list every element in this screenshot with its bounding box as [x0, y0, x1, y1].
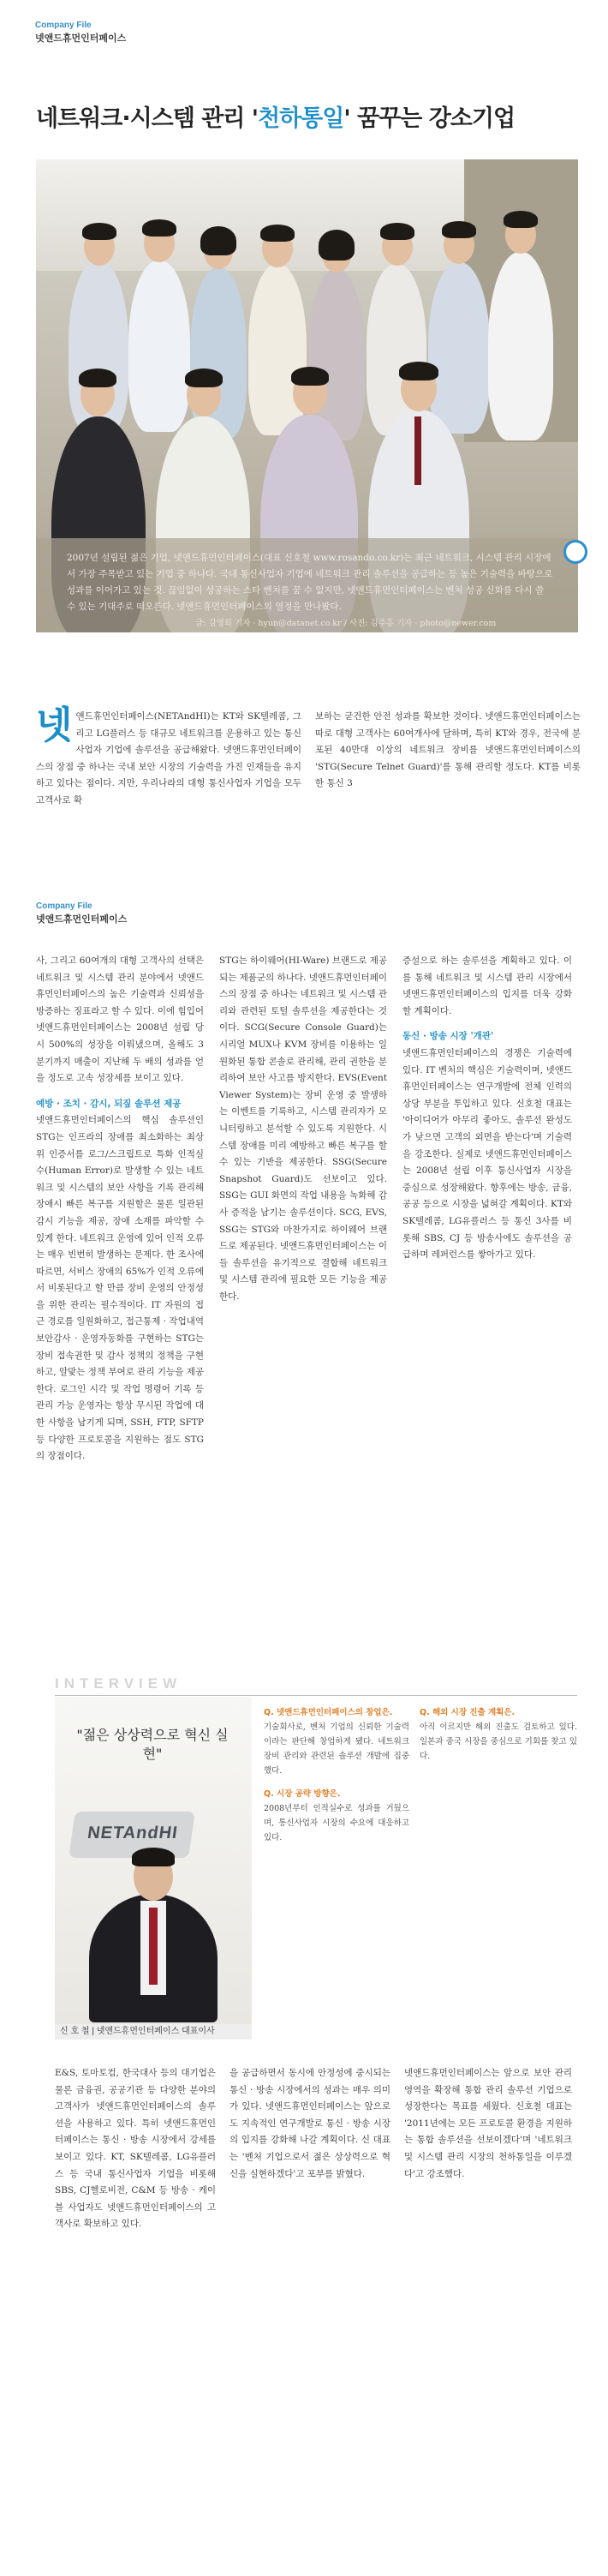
paragraph: STG는 하이웨어(HI-Ware) 브랜드로 제공되는 제품군의 하나다. 넷앤드휴먼인터페이스의 장점 중 하나는 네트워크 및 시스템 관리와 관련된 토털 솔루션을 제공한다는 것이다. SCG(Secure Console Guard)는 시리얼 MUX나 KVM 장비를 이용하는 일원화된 통합 콘솔로 관리해, 관리 권한을 분리하여 보안 사고를 방지한다. EVS(Event Viewer System)는 장비 운영 중 발생하는 이벤트를 기록하고, 시스템 관리자가 모니터링하고 분석할 수 있도록 지원한다. 시스템 장애를 미리 예방하고 빠른 복구를 할 수 있는 기반을 제공한다. SSG(Secure Snapshot Guard)도 선보이고 있다. SSG는 GUI 화면의 작업 내용을 녹화해 감사 증적을 남기는 솔루션이다. SCG, EVS, SSG는 STG와 마찬가지로 하이웨어 브랜드로 제공된다. 넷앤드휴먼인터페이스는 이들 솔루션을 유기적으로 결합해 네트워크 및 시스템 관리에 필요한 모든 기능을 제공한다. [219, 956, 387, 1302]
paragraph: 넷앤드휴먼인터페이스는 앞으로 보안 관리 영역을 확장해 통합 관리 솔루션 기업으로 성장한다는 목표를 세웠다. 신호철 대표는 '2011년에는 모든 프로토콜 환경을 지원하는 통합 솔루션을 선보이겠다'며 '네트워크 및 시스템 관리 시장의 천하통일을 이루겠다'고 강조했다. [404, 2068, 572, 2179]
person [128, 261, 190, 432]
person-hair [142, 219, 176, 237]
person-hair [504, 211, 538, 228]
photo-caption-box [36, 538, 578, 632]
paragraph: 증설으로 하는 솔루션을 계획하고 있다. 이를 통해 네트워크 및 시스템 관리 시장에서 넷앤드휴먼인터페이스의 입지를 더욱 강화할 계획이다. [402, 956, 572, 1016]
person [488, 252, 553, 440]
interview-quote: "젊은 상상력으로 혁신 실현" [76, 1727, 229, 1762]
question: Q. 시장 공략 방향은. [264, 1789, 341, 1799]
ceo-name-caption: 신 호 철 | 넷앤드휴먼인터페이스 대표이사 [55, 2024, 252, 2040]
question: Q. 해외 시장 진출 계획은. [420, 1708, 516, 1717]
page3-column-2 [229, 2065, 390, 2183]
section-subheading: 예방 · 조치 · 감시, 되짚 솔루션 제공 [36, 1098, 182, 1109]
interview-qa-col2 [420, 1705, 577, 2031]
person-hair [399, 362, 438, 380]
photo-credit: 글: 김영희 기자 · hyun@datanet.co.kr / 사진: 김주홍 기자 · photo@newer.com [195, 619, 497, 628]
interview-qa-col1 [264, 1705, 409, 2031]
page1-header [35, 21, 126, 45]
intro-column-2 [315, 709, 581, 793]
company-name: 넷앤드휴먼인터페이스 [36, 914, 128, 925]
page-gap [0, 836, 608, 897]
category-label: Company File [35, 21, 92, 30]
page3-column-3 [404, 2065, 572, 2183]
person-hair [79, 368, 116, 387]
brand-sign-text: NETAndHI [86, 1824, 180, 1842]
answer: 아직 이르지만 해외 진출도 검토하고 있다. 일본과 중국 시장을 중심으로 기회를 찾고 있다. [420, 1722, 577, 1761]
person-hair [442, 221, 476, 238]
person-hair [291, 367, 329, 386]
category-label: Company File [36, 902, 92, 911]
person-hair [200, 226, 236, 255]
intro-text-1: 앤드휴먼인터페이스(NETAndHI)는 KT와 SK텔레콤, 그리고 LG플러스 등 대규모 네트워크를 운용하고 있는 통신사업자 기업에 솔루션을 공급해왔다. 넷앤드휴먼인터페이스의 장점 중 하나는 국내 보안 시장의 기술력을 가진 인재들을 유지하고 있다는 점이다. 지만, 우리나라의 대형 통신사업자 기업을 모두 고객사로 확 [36, 711, 301, 806]
headline [36, 99, 584, 133]
paragraph: 을 공급하면서 동시에 안정성에 중시되는 통신 · 방송 시장에서의 성과는 매우 의미가 있다. 넷앤드휴먼인터페이스는 앞으로도 지속적인 연구개발로 통신 · 방송 시장의 입지를 강화해 나갈 계획이다. 신 대표는 '벤처 기업으로서 젊은 상상력으로 혁신을 실현하겠다'고 포부를 밝혔다. [229, 2068, 390, 2179]
page2-column-1 [36, 953, 204, 1519]
answer: 2008년부터 인적실수로 성과를 거뒀으며, 통신사업자 시장의 수요에 대응하고 있다. [264, 1804, 409, 1842]
person [428, 262, 490, 434]
drop-cap: 넷 [36, 704, 73, 747]
person-hair [82, 223, 116, 240]
group-photo [36, 159, 578, 632]
intro-column-1 [36, 704, 301, 810]
page2-column-2 [219, 953, 387, 1519]
person-hair [380, 223, 414, 240]
necktie [414, 416, 421, 485]
intro-text-2: 보하는 굳건한 안전 성과를 확보한 것이다. 넷앤드휴먼인터페이스는 따로 대형 고객사는 60여개사에 달하며, 특히 KT와 경우, 전국에 분포된 40만대 이상의 네트워크 장비를 넷앤드휴먼인터페이스의 'STG(Secure Telnet Guard)'를 통해 관리할 정도다. KT를 비롯한 통신 3 [315, 711, 581, 789]
headline-pre: 네트워크·시스템 관리 ' [36, 105, 259, 132]
person-hair [185, 368, 223, 387]
page3-column-1 [55, 2065, 216, 2233]
interview-label: INTERVIEW [55, 1675, 182, 1692]
paragraph: 넷앤드휴먼인터페이스의 핵심 솔루션인 STG는 인프라의 장애를 최소화하는 최상위 인증서를 로그/스크립트로 특화 인적실수(Human Error)로 발생할 수 있는 네트워크 및 시스템의 보안 사항을 기록 관리해 장애시 빠른 복구를 지원할은 물론 일관된 감시 기능을 제공, 장애 소재를 파악할 수 있게 한다. 네트워크 운영에 있어 인적 오류는 매우 빈번히 발생하는 문제다. 한 조사에 따르면, 서비스 장애의 65%가 인적 오류에서 비롯된다고 할 만큼 장비 운영의 안정성을 위한 관리는 필수적이다. IT 자원의 접근 경로를 일원화하고, 접근통제 · 작업내역 보안감사 · 운영자동화를 구현하는 STG는 장비 접속권한 및 감사 정책의 정책을 구현하고, 알맞는 정책 부여로 관리 기능을 제공한다. 로그인 시각 및 작업 명령어 기록 등 관리 가능 운영자는 항상 무시된 작업에 대한 사항을 남기게 되며, SSH, FTP, SFTP 등 다양한 프로토콜을 지원하는 점도 STG의 장점이다. [36, 1115, 204, 1462]
headline-post: ' 꿈꾸는 강소기업 [343, 105, 516, 132]
question: Q. 넷앤드휴먼인터페이스의 창업은. [264, 1708, 393, 1717]
paragraph: 사, 그리고 60여개의 대형 고객사의 선택은 네트워크 및 시스템 관리 분야에서 넷앤드휴먼인터페이스의 높은 기술력과 신뢰성을 방증하는 징표라고 할 수 있다. 이에 힘입어 넷앤드휴먼인터페이스는 2008년 설립 당시 500%의 성장을 이뤄냈으며, 올해도 3분기까지 매출이 지난해 두 배의 성과를 얻을 정도로 고속 성장세를 보이고 있다. [36, 956, 204, 1084]
brand-sign [69, 1812, 195, 1858]
interview-photo [55, 1697, 252, 2040]
ceo-hair [132, 1848, 175, 1866]
page2-header [36, 902, 127, 926]
page2-column-3 [402, 953, 572, 1519]
person-hair [319, 230, 355, 261]
photo-caption: 2007년 설립된 젊은 기업, 넷앤드휴먼인터페이스(대표 신호철 www.rosando.co.kr)는 최근 네트워크, 시스템 관리 시장에서 가장 주목받고 있는 기업 중 하나다. 국내 통신사업자 기업에 네트워크 관리 솔루션을 공급하는 등 높은 기술력을 바탕으로 성과를 이어가고 있는 것. 끊임없이 성공하는 스타 벤처를 꿈 수 없지만, 넷앤드휴먼인터페이스는 벤처 성공 신화를 다시 쓸 수 있는 기대주로 떠오른다. 넷앤드휴먼인터페이스의 열정을 만나봤다. [67, 553, 553, 612]
paragraph: 넷앤드휴먼인터페이스의 경쟁은 기술력에 있다. IT 벤처의 핵심은 기술력이며, 넷앤드휴먼인터페이스는 연구개발에 전체 인력의 상당 부분을 투입하고 있다. 신호철 대표는 '아이디어가 아무리 좋아도, 솔루션 완성도가 낮으면 고객의 외면을 받는다'며 기술력을 강조한다. 실제로 넷앤드휴먼인터페이스는 2008년 설립 이후 통신사업자 시장을 중심으로 성장해왔다. 향후에는 방송, 금융, 공공 등으로 시장을 넓혀갈 계획이다. KT와 SK텔레콤, LG유플러스 등 통신 3사를 비롯해 SBS, CJ 등 방송사에도 솔루션을 공급하며 레퍼런스를 쌓아가고 있다. [402, 1047, 572, 1261]
company-name: 넷앤드휴먼인터페이스 [35, 33, 127, 44]
ceo-tie [149, 1908, 158, 1985]
headline-highlight: 천하통일 [258, 105, 344, 132]
paragraph: E&S, 토마토컴, 한국대사 등의 대기업은 물론 금융권, 공공기관 등 다양한 분야의 고객사가 넷앤드휴먼인터페이스의 솔루션을 사용하고 있다. 특히 넷앤드휴먼인터페이스는 통신 · 방송 시장에서 강세를 보이고 있다. KT, SK텔레콤, LG유플러스 등 국내 통신사업자 기업을 비롯해 SBS, CJ헬로비전, C&M 등 방송 · 케이블 사업자도 넷앤드휴먼인터페이스의 고객사로 확보하고 있다. [55, 2068, 216, 2230]
blue-circle-icon [563, 540, 587, 564]
answer: 기술회사로, 벤처 기업의 신뢰한 기술력이라는 판단해 창업하게 됐다. 네트워크 장비 관리와 관련된 솔루션 개발에 집중했다. [264, 1722, 409, 1776]
person [248, 264, 307, 435]
interview-rule [55, 1695, 577, 1696]
person-hair [260, 225, 295, 242]
section-subheading: 동신 · 방송 시장 '개관' [402, 1031, 494, 1042]
